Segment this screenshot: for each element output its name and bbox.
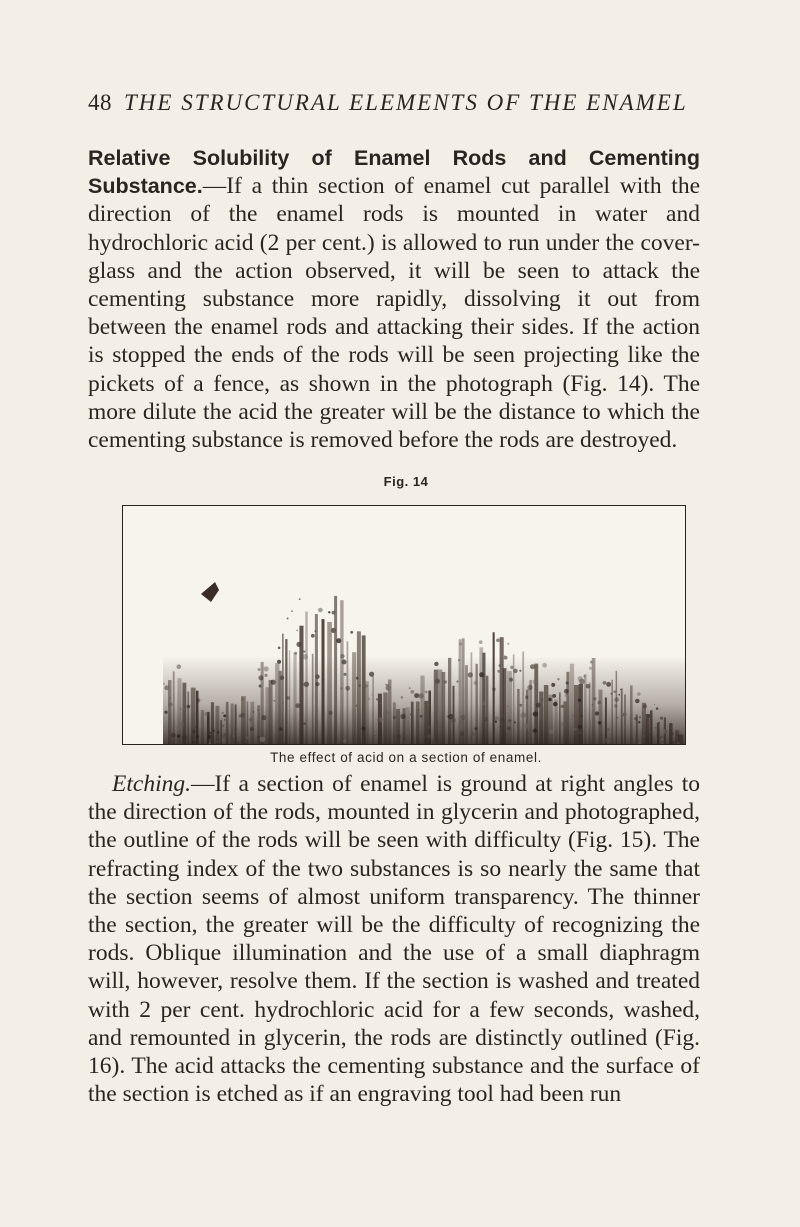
speckle (410, 714, 412, 716)
speckle (572, 715, 573, 716)
speckle (410, 690, 414, 694)
speckle (294, 652, 297, 655)
speckle (492, 688, 495, 691)
speckle (561, 705, 564, 708)
speckle (614, 697, 619, 702)
speckle (279, 727, 283, 731)
speckle (661, 738, 663, 740)
speckle (435, 679, 440, 684)
speckle (460, 732, 464, 736)
speckle (192, 730, 196, 734)
speckle (328, 611, 330, 613)
speckle (589, 739, 591, 741)
speckle (192, 741, 195, 744)
speckle (471, 732, 475, 736)
speckle (361, 727, 365, 731)
speckle (350, 631, 353, 634)
speckle (177, 664, 182, 669)
speckle (282, 702, 284, 704)
paragraph-text: —If a thin section of enamel cut parallel with the direction of the enamel rods is mounted in water and hydrochloric acid (2 per cent.) is allowed to run under the cover-glass and the action observed, it will be seen to attack the cementing substance more rapidly, dissolving it out from between the enamel rods and attacking their sides. If the action is stopped the ends of the rods will be seen projecting like the pickets of a fence, as shown in the photograph (Fig. 14). The more dilute the acid the greater will be the distance to which the cementing substance is removed before the rods are destroyed. (88, 173, 700, 454)
speckle (618, 694, 620, 696)
speckle (426, 703, 429, 706)
speckle (529, 740, 531, 742)
speckle (551, 683, 555, 687)
speckle (660, 717, 663, 720)
speckle (642, 735, 645, 738)
speckle (286, 696, 290, 700)
speckle (508, 719, 511, 722)
speckle (168, 702, 173, 707)
speckle (222, 712, 224, 714)
speckle (479, 640, 483, 644)
speckle (315, 682, 319, 686)
speckle (164, 685, 169, 690)
speckle (264, 666, 269, 671)
speckle (500, 718, 504, 722)
paragraph-text: —If a section of enamel is ground at right angles to the direction of the rods, mounted in glycerin and photographed, the outline of the rods will be seen with difficulty (Fig. 15). The refracting index of the two substances is so nearly the same that the section seems of almost uniform transparency. The thinner the section, the greater will be the difficulty of recognizing the rods. Oblique illumination and the use of a small diaphragm will, however, resolve them. If the section is washed and treated with 2 per cent. hydrochloric acid for a few seconds, washed, and remounted in glycerin, the rods are distinctly outlined (Fig. 16). The acid attacks the cementing substance and the surface of the section is etched as if an engraving tool had been run (88, 771, 700, 1108)
speckle (376, 698, 378, 700)
speckle (170, 697, 172, 699)
speckle (510, 666, 513, 669)
speckle (356, 677, 359, 680)
speckle (234, 732, 236, 734)
running-title: THE STRUCTURAL ELEMENTS OF THE ENAMEL (124, 90, 688, 115)
speckle (468, 672, 473, 677)
speckle (212, 729, 215, 732)
speckle (663, 741, 666, 744)
speckle (513, 669, 518, 674)
speckle (180, 722, 184, 726)
speckle (586, 684, 591, 689)
speckle (606, 682, 611, 687)
speckle (634, 717, 637, 720)
speckle (647, 721, 650, 724)
section-heading-etching: Etching. (112, 771, 191, 797)
speckle (607, 728, 610, 731)
speckle (475, 727, 478, 730)
figure-caption: The effect of acid on a section of enamel. (270, 750, 542, 765)
speckle (205, 712, 209, 716)
speckle (654, 704, 655, 705)
speckle (525, 696, 528, 699)
speckle (552, 694, 556, 698)
speckle (656, 707, 659, 710)
speckle (340, 687, 343, 690)
speckle (311, 634, 315, 638)
speckle (557, 678, 559, 680)
speckle (287, 618, 289, 620)
speckle (443, 680, 447, 684)
speckle (374, 735, 375, 736)
speckle (223, 715, 226, 718)
speckle (655, 727, 657, 729)
section-heading-relative-solubility: Relative Solubility of Enamel Rods and Cementing Substance. (88, 146, 700, 199)
speckle (205, 732, 207, 734)
speckle (509, 678, 513, 682)
page-number: 48 (88, 90, 112, 115)
speckle (371, 694, 372, 695)
speckle (217, 741, 218, 742)
speckle (386, 685, 391, 690)
speckle (671, 733, 674, 736)
speckle (536, 703, 541, 708)
speckle (549, 729, 553, 733)
speckle (623, 726, 625, 728)
speckle (315, 674, 320, 679)
speckle (359, 684, 361, 686)
speckle (237, 742, 239, 744)
speckle (180, 708, 181, 709)
speckle (521, 712, 527, 718)
speckle (456, 680, 458, 682)
speckle (670, 728, 671, 729)
speckle (329, 711, 333, 715)
speckle (499, 664, 502, 667)
speckle (611, 693, 613, 695)
speckle (527, 685, 532, 690)
speckle (420, 715, 423, 718)
speckle (221, 738, 225, 742)
speckle (578, 699, 581, 702)
speckle (482, 701, 486, 705)
speckle (459, 643, 462, 646)
speckle (253, 711, 254, 712)
speckle (182, 735, 188, 741)
speckle (217, 731, 219, 733)
speckle (393, 716, 396, 719)
speckle (418, 693, 423, 698)
speckle (381, 703, 382, 704)
speckle (500, 726, 502, 728)
speckle (404, 740, 408, 744)
speckle (197, 699, 201, 703)
paragraph-etching (88, 770, 700, 1108)
speckle (561, 722, 566, 727)
speckle (542, 663, 547, 668)
speckle (519, 704, 522, 707)
speckle (504, 656, 508, 660)
speckle (258, 675, 263, 680)
speckle (400, 714, 405, 719)
speckle (227, 736, 228, 737)
speckle (223, 733, 228, 738)
speckle (164, 711, 167, 714)
speckle (299, 598, 301, 600)
speckle (340, 654, 345, 659)
speckle (548, 698, 551, 701)
speckle (418, 709, 420, 711)
speckle (441, 733, 444, 736)
speckle (593, 697, 596, 700)
speckle (369, 672, 374, 677)
speckle (458, 659, 460, 661)
speckle (401, 696, 403, 698)
speckle (277, 660, 281, 664)
speckle (479, 672, 484, 677)
speckle (332, 611, 336, 615)
speckle (460, 715, 465, 720)
speckle (524, 723, 529, 728)
speckle (259, 685, 262, 688)
speckle (533, 711, 538, 716)
speckle (303, 654, 309, 660)
speckle (397, 734, 401, 738)
speckle (260, 737, 265, 742)
speckle (647, 714, 651, 718)
etched-enamel-image (123, 506, 685, 744)
speckle (343, 739, 346, 742)
figure-photograph (122, 505, 686, 745)
speckle (304, 723, 306, 725)
speckle (635, 699, 640, 704)
speckle (296, 630, 298, 632)
speckle (507, 705, 509, 707)
speckle (303, 651, 305, 653)
speckle (344, 673, 347, 676)
speckle (250, 727, 254, 731)
speckle (598, 701, 602, 705)
speckle (258, 668, 261, 671)
speckle (295, 703, 300, 708)
speckle (195, 725, 198, 728)
speckle (291, 610, 293, 612)
speckle (171, 733, 176, 738)
speckle (229, 735, 233, 739)
speckle (574, 728, 577, 731)
speckle (273, 700, 275, 702)
speckle (496, 639, 500, 643)
speckle (257, 709, 259, 711)
speckle (474, 681, 478, 685)
speckle (450, 714, 454, 718)
speckle (495, 721, 497, 723)
speckle (639, 716, 641, 718)
speckle (566, 682, 569, 685)
speckle (428, 726, 431, 729)
speckle (595, 711, 599, 715)
speckle (222, 724, 225, 727)
speckle (497, 670, 500, 673)
speckle (246, 737, 249, 740)
speckle (240, 713, 245, 718)
speckle (605, 738, 610, 743)
speckle (257, 736, 259, 738)
speckle (658, 722, 659, 723)
speckle (427, 734, 431, 738)
speckle (196, 735, 199, 738)
speckle (187, 705, 191, 709)
speckle (578, 676, 583, 681)
speckle (377, 719, 380, 722)
speckle (592, 704, 594, 706)
speckle (484, 717, 487, 720)
speckle (331, 628, 336, 633)
speckle (637, 692, 640, 695)
speckle (261, 715, 266, 720)
speckle (208, 735, 212, 739)
speckle (638, 721, 640, 723)
speckle (318, 608, 323, 613)
speckle (533, 729, 537, 733)
speckle (598, 721, 602, 725)
speckle (540, 742, 541, 743)
speckle (425, 691, 428, 694)
speckle (578, 731, 582, 735)
speckle (422, 737, 424, 739)
speckle (614, 690, 617, 693)
speckle (643, 704, 647, 708)
speckle (620, 689, 621, 690)
speckle (280, 676, 285, 681)
paragraph-relative-solubility (88, 144, 700, 454)
speckle (365, 684, 368, 687)
speckle (323, 679, 325, 681)
speckle (578, 725, 582, 729)
speckle (459, 721, 464, 726)
speckle (249, 718, 253, 722)
speckle (336, 638, 341, 643)
speckle (209, 732, 211, 734)
speckle (564, 689, 569, 694)
speckle (372, 714, 374, 716)
speckle (434, 662, 438, 666)
speckle (201, 726, 203, 728)
speckle (507, 643, 509, 645)
speckle (342, 660, 347, 665)
speckle (177, 734, 180, 737)
speckle (623, 713, 627, 717)
speckle (519, 670, 521, 672)
speckle (271, 680, 276, 685)
speckle (565, 694, 568, 697)
speckle (385, 711, 388, 714)
dense-enamel-base (163, 656, 685, 744)
speckle (507, 727, 511, 731)
speckle (241, 698, 244, 701)
speckle (296, 642, 301, 647)
speckle (541, 698, 544, 701)
speckle (589, 667, 592, 670)
speckle (530, 664, 535, 669)
speckle (368, 698, 370, 700)
speckle (495, 716, 499, 720)
speckle (264, 674, 267, 677)
speckle (580, 715, 582, 717)
speckle (553, 702, 558, 707)
speckle (224, 719, 225, 720)
speckle (414, 693, 419, 698)
speckle (345, 686, 350, 691)
speckle (535, 683, 537, 685)
speckle (583, 675, 585, 677)
speckle (314, 630, 316, 632)
speckle (356, 705, 358, 707)
speckle (409, 687, 411, 689)
speckle (603, 681, 607, 685)
speckle (447, 715, 450, 718)
speckle (590, 661, 593, 664)
running-header (88, 90, 708, 116)
speckle (661, 729, 666, 734)
speckle (163, 683, 165, 685)
speckle (514, 721, 516, 723)
figure-label: Fig. 14 (383, 474, 429, 489)
speckle (614, 704, 618, 708)
speckle (278, 647, 281, 650)
speckle (306, 682, 308, 684)
speckle (617, 717, 619, 719)
